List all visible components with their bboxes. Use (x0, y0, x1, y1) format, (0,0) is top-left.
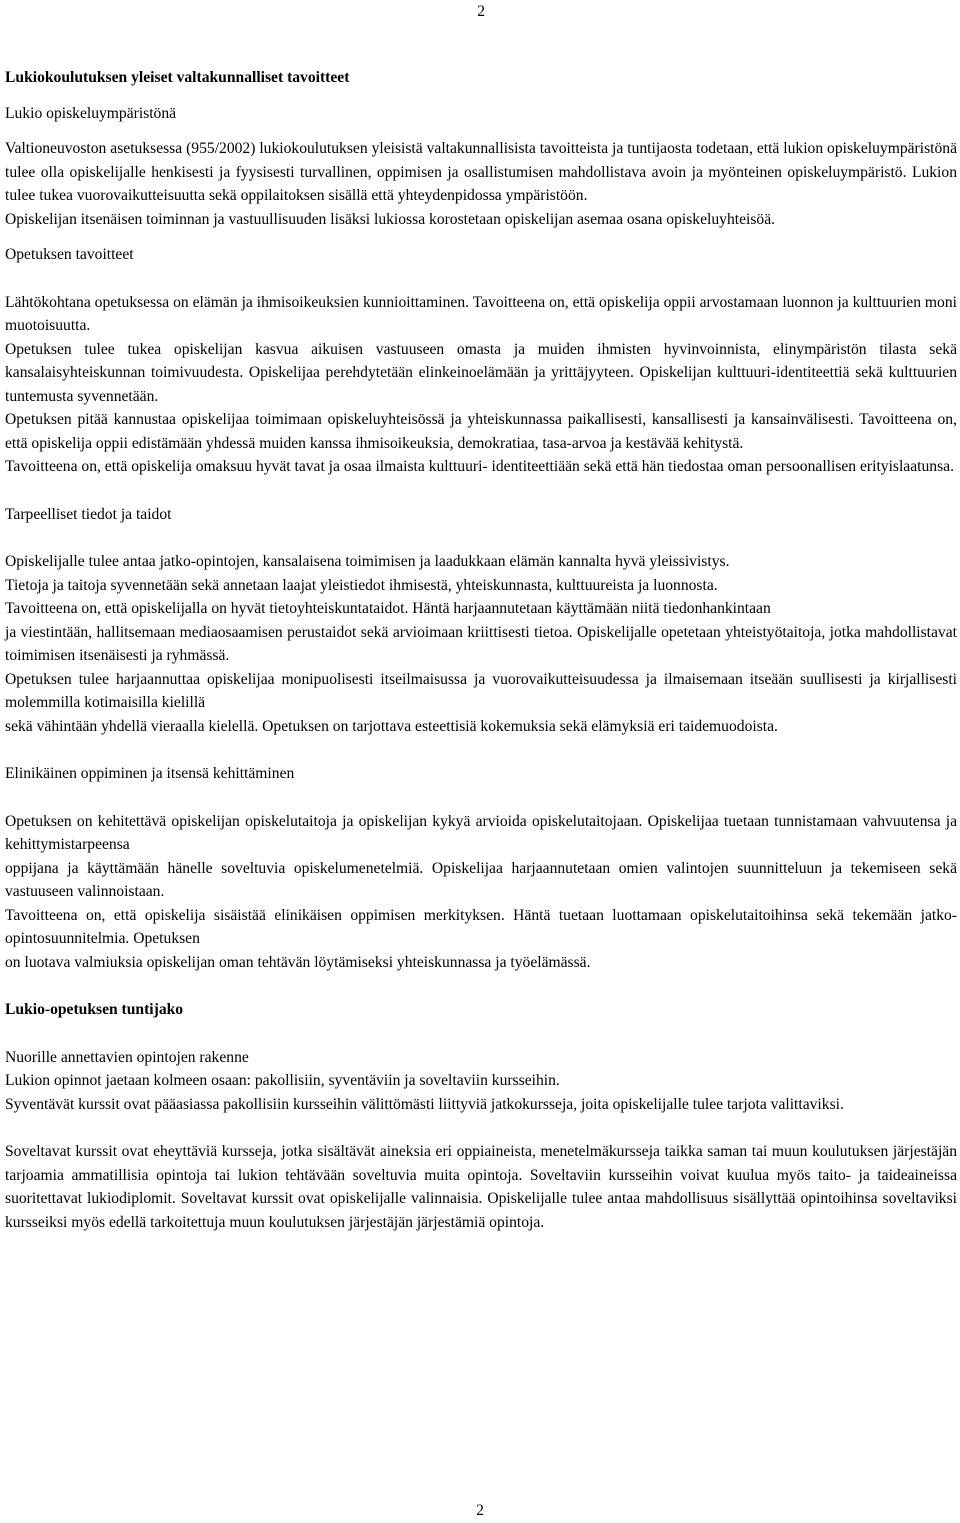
paragraph: Opiskelijan itsenäisen toiminnan ja vastuullisuuden lisäksi lukiossa korostetaan opiskelijan asemaa osana opiskeluyhteisöä. (5, 210, 776, 228)
section-title-general-goals: Lukiokoulutuksen yleiset valtakunnalliset tavoitteet (5, 69, 350, 86)
paragraph: Soveltavat kurssit ovat eheyttäviä kursseja, jotka sisältävät aineksia eri oppiaineista, menetelmäkursseja taikka saman tai muun koulutuksen järjestäjän tarjoamia ammatillisia opintoja tai lukion tehtävään soveltuvia muita opintoja. Soveltaviin kursseihin voivat kuulua myös taito- ja taideaineissa suoritettavat lukiodiplomit. Soveltavat kurssit ovat opiskelijalle valinnaisia. Opiskelijalle tulee antaa mahdollisuus sisällyttää opintoihinsa soveltaviksi kursseiksi myös edellä tarkoitettuja muun koulutuksen järjestäjän järjestämiä opintoja. (5, 1143, 957, 1231)
subheading-study-structure: Nuorille annettavien opintojen rakenne (5, 1048, 249, 1066)
paragraph: Opetuksen on kehitettävä opiskelijan opiskelutaitoja ja opiskelijan kykyä arvioida opiskelutaitojaan. Opiskelijaa tuetaan tunnistamaan vahvuutensa ja kehittymistarpeensa (5, 812, 957, 853)
subheading-knowledge-skills: Tarpeelliset tiedot ja taidot (5, 505, 172, 523)
paragraph: oppijana ja käyttämään hänelle soveltuvia opiskelumenetelmiä. Opiskelijaa harjaannutetaan omien valintojen suunnitteluun ja tekemiseen sekä vastuuseen valinnoistaan. (5, 859, 957, 900)
paragraph: Tavoitteena on, että opiskelija omaksuu hyvät tavat ja osaa ilmaista kulttuuri- identiteettiään sekä että hän tiedostaa oman persoonallisen erityislaatunsa. (5, 458, 954, 475)
paragraph: Opetuksen tulee harjaannuttaa opiskelijaa monipuolisesti itseilmaisussa ja vuorovaikutteisuudessa ja ilmaisemaan itseään suullisesti ja kirjallisesti molemmilla kotimaisilla kielillä (5, 670, 957, 711)
paragraph: Lähtökohtana opetuksessa on elämän ja ihmisoikeuksien kunnioittaminen. Tavoitteena on, että opiskelija oppii arvostamaan luonnon ja kulttuurien moni muotoisuutta. (5, 293, 957, 334)
paragraph: ja viestintään, hallitsemaan mediaosaamisen perustaidot sekä arvioimaan kriittisesti tietoa. Opiskelijalle opetetaan yhteistyötaitoja, jotka mahdollistavat toimimisen itsenäisesti ja ryhmässä. (5, 623, 957, 664)
paragraph: Valtioneuvoston asetuksessa (955/2002) lukiokoulutuksen yleisistä valtakunnallisista tavoitteista ja tuntijaosta todetaan, että lukion opiskeluympäristönä tulee olla opiskelijalle henkisesti ja fyysisesti turvallinen, oppimisen ja osallistumisen mahdollistava avoin ja myönteinen opiskeluympäristö. Lukion tulee tukea vuorovaikutteisuutta sekä oppilaitoksen sisällä että yhteydenpidossa ympäristöön. (5, 140, 957, 204)
section-title-lesson-distribution: Lukio-opetuksen tuntijako (5, 1001, 184, 1018)
paragraph: on luotava valmiuksia opiskelijan oman tehtävän löytämiseksi yhteiskunnassa ja työelämässä. (5, 953, 591, 971)
paragraph: Opiskelijalle tulee antaa jatko-opintojen, kansalaisena toimimisen ja laadukkaan elämän kannalta hyvä yleissivistys. (5, 553, 730, 570)
paragraph: Lukion opinnot jaetaan kolmeen osaan: pakollisiin, syventäviin ja soveltaviin kursseihin. (5, 1072, 560, 1089)
page-number-bottom: 2 (476, 1502, 484, 1519)
subheading-teaching-goals: Opetuksen tavoitteet (5, 246, 134, 263)
paragraph: Tavoitteena on, että opiskelija sisäistää elinikäisen oppimisen merkityksen. Häntä tuetaan luottamaan opiskelutaitoihinsa sekä tekemään jatko-opintosuunnitelmia. Opetuksen (5, 906, 957, 947)
paragraph: Tietoja ja taitoja syvennetään sekä annetaan laajat yleistiedot ihmisestä, yhteiskunnasta, kulttuureista ja luonnosta. (5, 576, 718, 594)
paragraph: Syventävät kurssit ovat pääasiassa pakollisiin kursseihin välittömästi liittyviä jatkokursseja, joita opiskelijalle tulee tarjota valittaviksi. (5, 1095, 844, 1113)
paragraph: sekä vähintään yhdellä vieraalla kielellä. Opetuksen on tarjottava esteettisiä kokemuksia sekä elämyksiä eri taidemuodoista. (5, 717, 778, 735)
subheading-learning-environment: Lukio opiskeluympäristönä (5, 104, 177, 122)
paragraph: Opetuksen tulee tukea opiskelijan kasvua aikuisen vastuuseen omasta ja muiden ihmisten hyvinvoinnista, elinympäristön tilasta sekä kansalaisyhteiskunnan toimivuudesta. Opiskelijaa perehdytetään elinkeinoelämään ja yrittäjyyteen. Opiskelijan kulttuuri-identiteettiä sekä kulttuurien tuntemusta syvennetään. (5, 340, 957, 405)
page-number-top: 2 (477, 3, 485, 20)
paragraph: Tavoitteena on, että opiskelijalla on hyvät tietoyhteiskuntataidot. Häntä harjaannutetaan käyttämään niitä tiedonhankintaan (5, 600, 771, 617)
paragraph: Opetuksen pitää kannustaa opiskelijaa toimimaan opiskeluyhteisössä ja yhteiskunnassa paikallisesti, kansallisesti ja kansainvälisesti. Tavoitteena on, että opiskelija oppii edistämään yhdessä muiden kanssa ihmisoikeuksia, demokratiaa, tasa-arvoa ja kestävää kehitystä. (5, 411, 957, 452)
document-body (5, 66, 957, 1234)
subheading-lifelong-learning: Elinikäinen oppiminen ja itsensä kehittäminen (5, 765, 295, 782)
